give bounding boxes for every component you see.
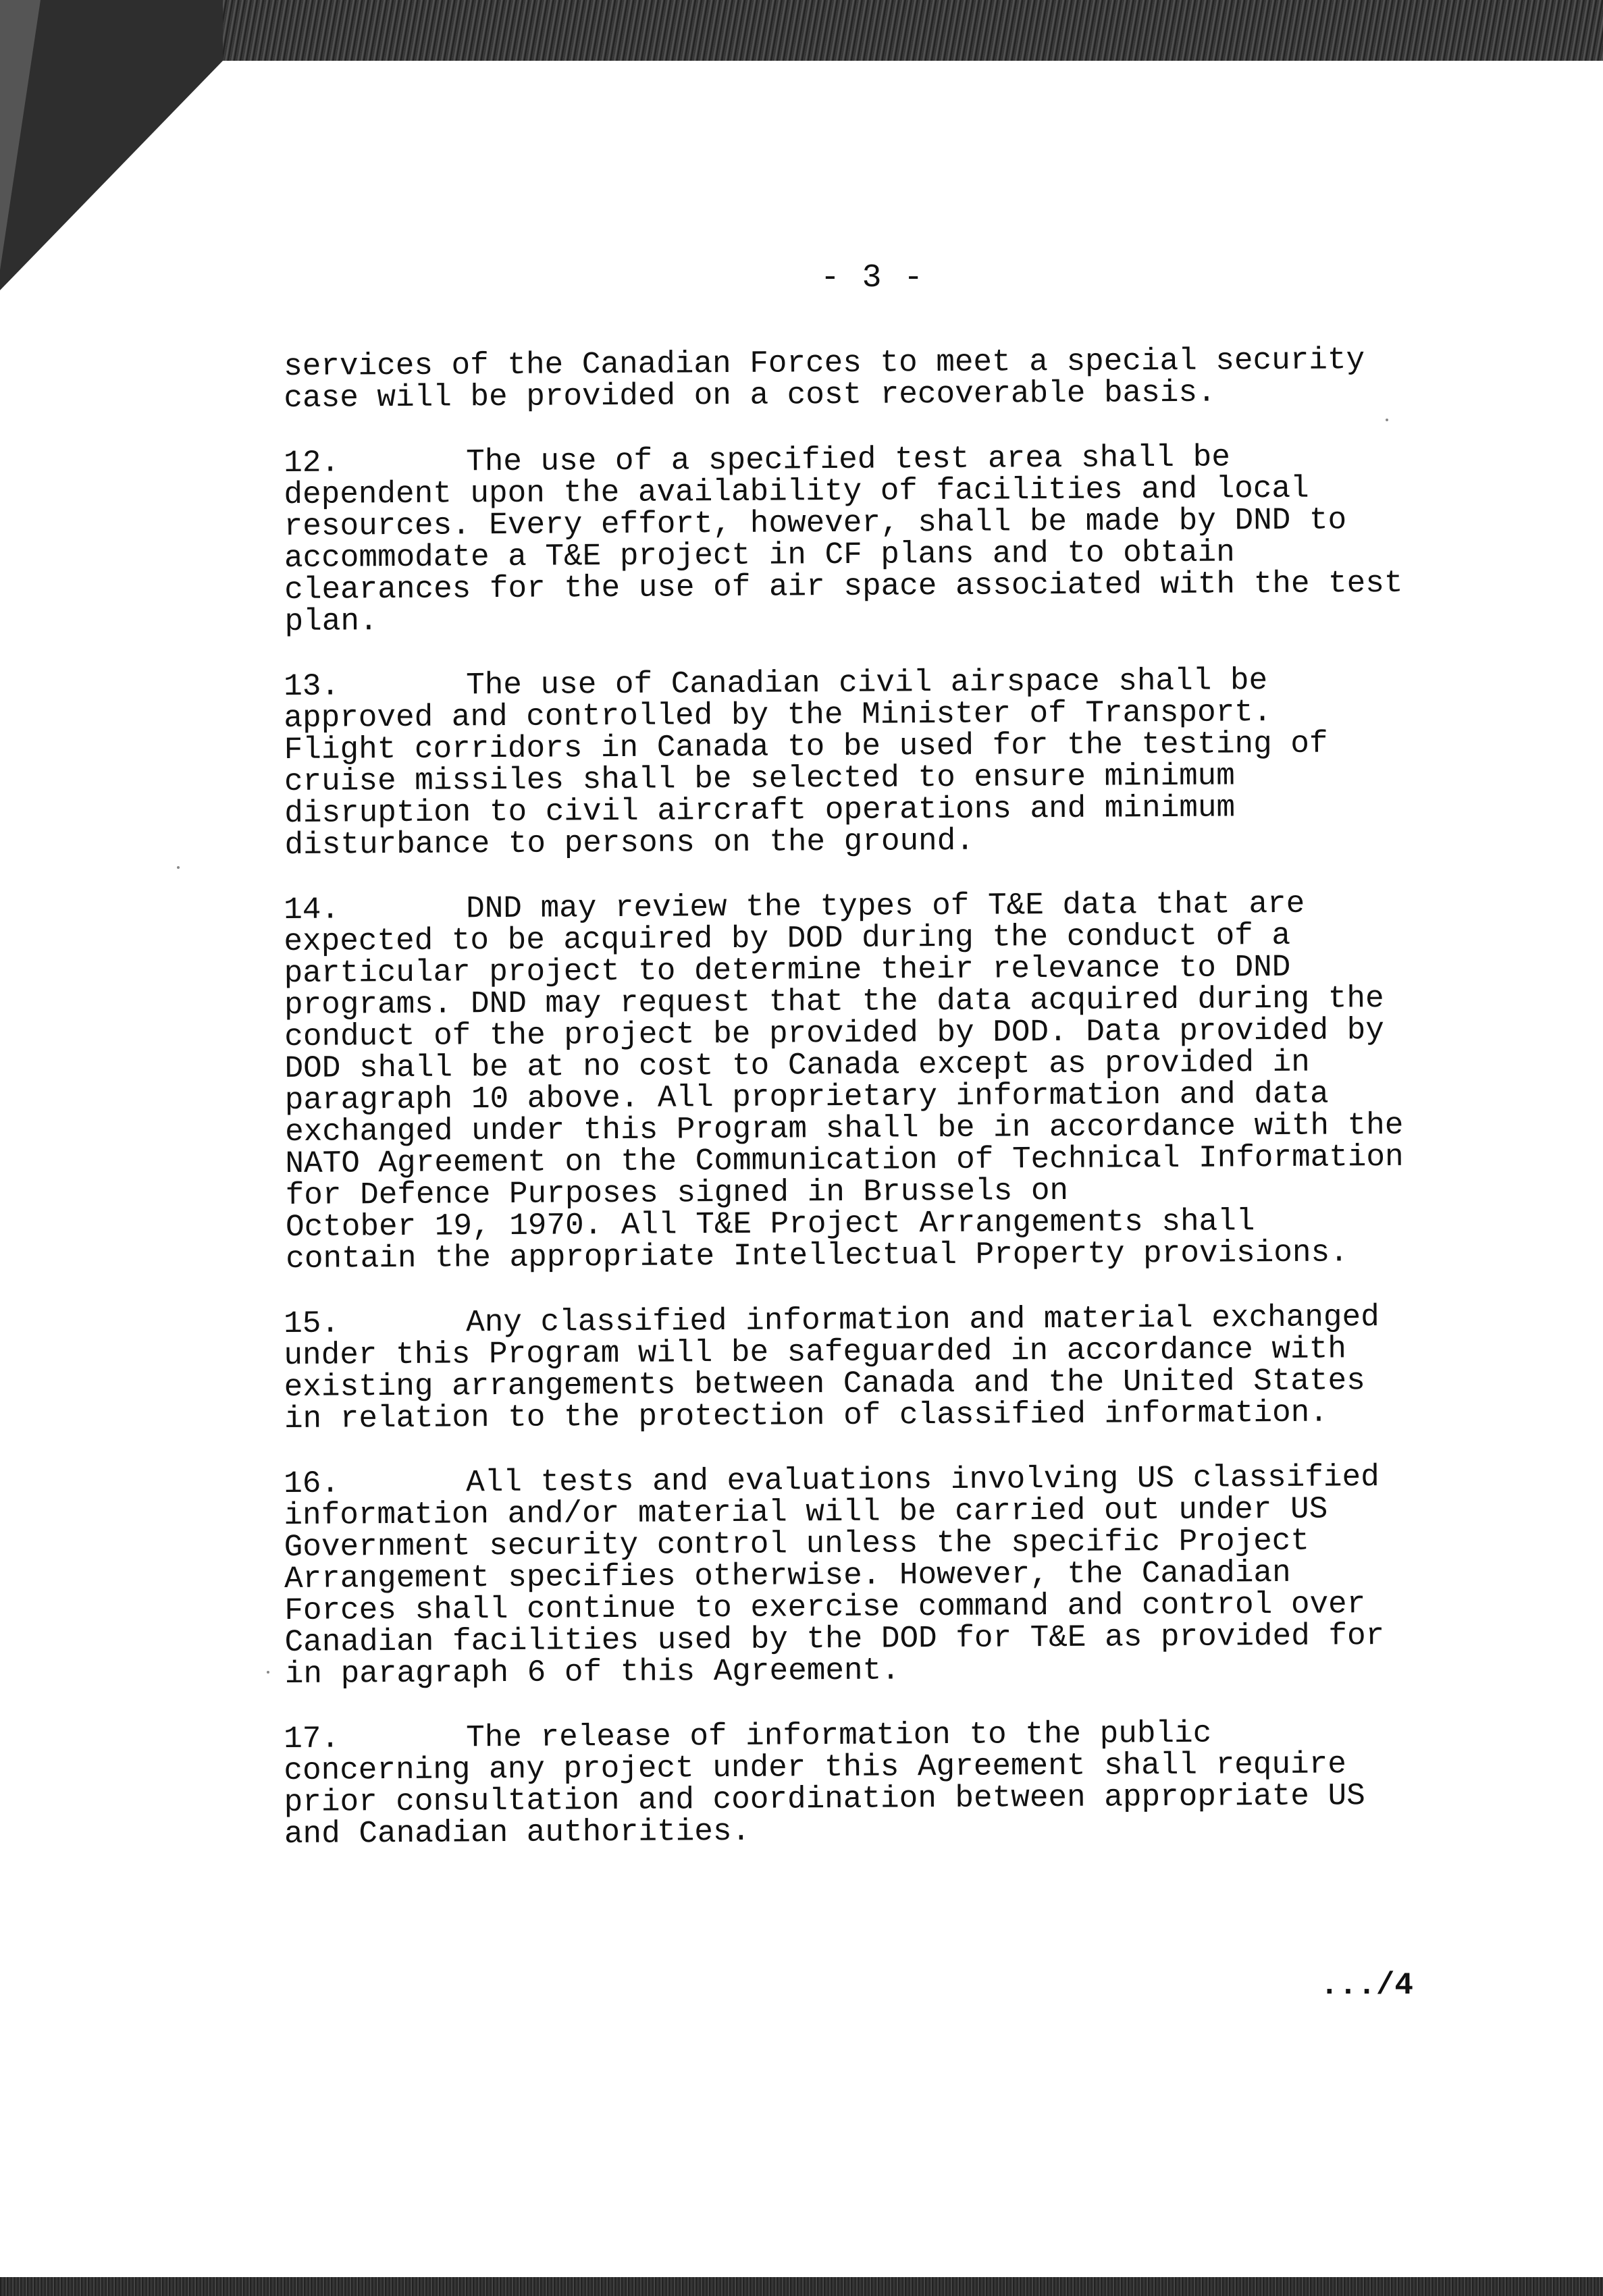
paragraph-text: services of the Canadian Forces to meet a special security case will be provided on a cost recoverable basis. <box>283 342 1365 416</box>
scan-speck <box>267 1671 269 1674</box>
paragraph-text: The use of Canadian civil airspace shall be approved and controlled by the Minister of Transport. Flight corridors in Canada to be used for the testing of cruise missiles shall be selected to ensure minimum disruption to civil aircraft operations and minimum disturbance to persons on the ground. <box>284 663 1328 863</box>
paragraph-number: 14. <box>283 892 340 928</box>
paragraph-number: 17. <box>283 1721 340 1757</box>
paragraph-text: The use of a specified test area shall be dependent upon the availability of facilities and local resources. Every effort, however, shall be made by DND to accommodate a T&E project in CF plans and to obtain clearances for the use of air space associated with the test plan. <box>284 439 1403 639</box>
paragraph-15 <box>284 1301 1493 1435</box>
document-body <box>283 342 1492 1884</box>
continuation-marker: .../4 <box>1320 1968 1414 2003</box>
paragraph-number: 15. <box>283 1306 340 1341</box>
paragraph-11-continued <box>284 344 1493 415</box>
paragraph-12 <box>284 440 1494 638</box>
scan-speck <box>177 866 180 869</box>
scan-edge-bottom <box>0 2277 1603 2296</box>
paragraph-number: 16. <box>283 1466 340 1501</box>
paragraph-text: DND may review the types of T&E data that are expected to be acquired by DOD during the conduct of a particular project to determine their relevance to DND programs. DND may request that the data acquired during the conduct of the project be provided by DOD. Data provided by DOD shall be at no cost to Canada except as provided in paragraph 10 above. All proprietary information and data exchanged under this Program shall be in accordance with the NATO Agreement on the Communication of Technical Information for Defence Purposes signed in Brussels on October 19, 1970. All T&E Project Arrangements shall contain the appropriate Intellectual Property provisions. <box>284 886 1404 1277</box>
scan-edge-top <box>0 0 1603 61</box>
paragraph-16 <box>284 1461 1494 1690</box>
paragraph-text: Any classified information and material exchanged under this Program will be safeguarded in accordance with existing arrangements between Canada and the United States in relation to the protection of classified information. <box>284 1300 1379 1437</box>
scan-corner-fold <box>0 0 223 290</box>
paragraph-number: 12. <box>283 445 340 481</box>
scan-speck <box>1386 419 1388 421</box>
paragraph-number: 13. <box>283 668 340 704</box>
paragraph-17 <box>284 1716 1493 1850</box>
page-number: - 3 - <box>820 260 925 296</box>
paragraph-text: The release of information to the public concerning any project under this Agreement shall require prior consultation and coordination between appropriate US and Canadian authorities. <box>284 1715 1365 1852</box>
paragraph-text: All tests and evaluations involving US classified information and/or material will be carried out under US Government security control unless the specific Project Arrangement specifies otherwise. However, the Canadian Forces shall continue to exercise command and control over Canadian facilities used by the DOD for T&E as provided for in paragraph 6 of this Agreement. <box>284 1460 1385 1692</box>
paragraph-13 <box>284 664 1494 861</box>
paragraph-14 <box>284 887 1494 1275</box>
